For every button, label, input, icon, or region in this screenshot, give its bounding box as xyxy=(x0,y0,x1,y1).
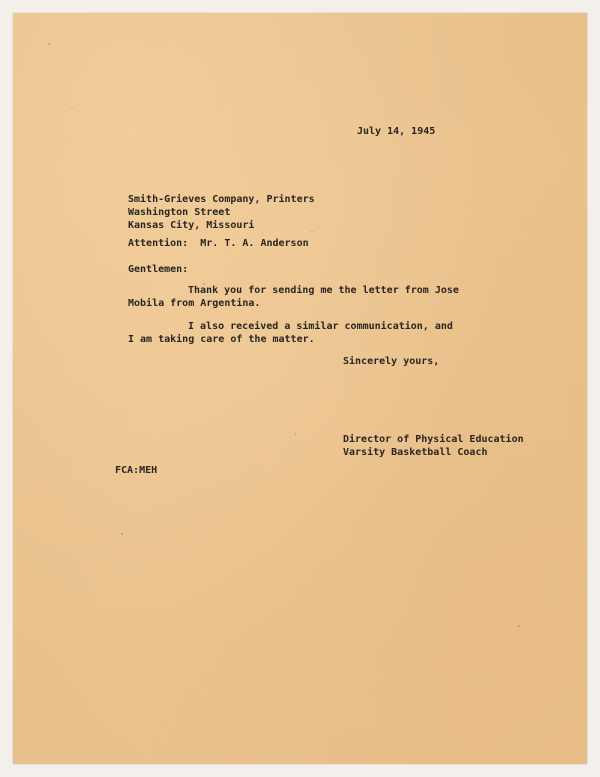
paper-speck xyxy=(311,231,313,232)
letter-paper xyxy=(13,13,587,764)
recipient-name: Smith-Grieves Company, Printers xyxy=(128,194,315,205)
closing: Sincerely yours, xyxy=(343,356,440,367)
paper-speck xyxy=(121,533,123,535)
salutation: Gentlemen: xyxy=(128,264,189,275)
paper-speck xyxy=(48,43,50,45)
recipient-city: Kansas City, Missouri xyxy=(128,220,255,231)
signature-title-2: Varsity Basketball Coach xyxy=(343,447,488,458)
letter-date: July 14, 1945 xyxy=(357,126,436,137)
paragraph-2-line-2: I am taking care of the matter. xyxy=(128,334,315,345)
signature-title-1: Director of Physical Education xyxy=(343,434,524,445)
paper-speck xyxy=(295,433,296,435)
paper-speck xyxy=(71,108,73,109)
paragraph-2-line-1: I also received a similar communication, and xyxy=(188,321,453,332)
paragraph-1-line-1: Thank you for sending me the letter from Jose xyxy=(188,285,459,296)
paper-speck xyxy=(518,625,520,627)
typist-initials: FCA:MEH xyxy=(115,465,158,476)
recipient-street: Washington Street xyxy=(128,207,231,218)
paragraph-1-line-2: Mobila from Argentina. xyxy=(128,298,261,309)
attention-line: Attention: Mr. T. A. Anderson xyxy=(128,238,309,249)
